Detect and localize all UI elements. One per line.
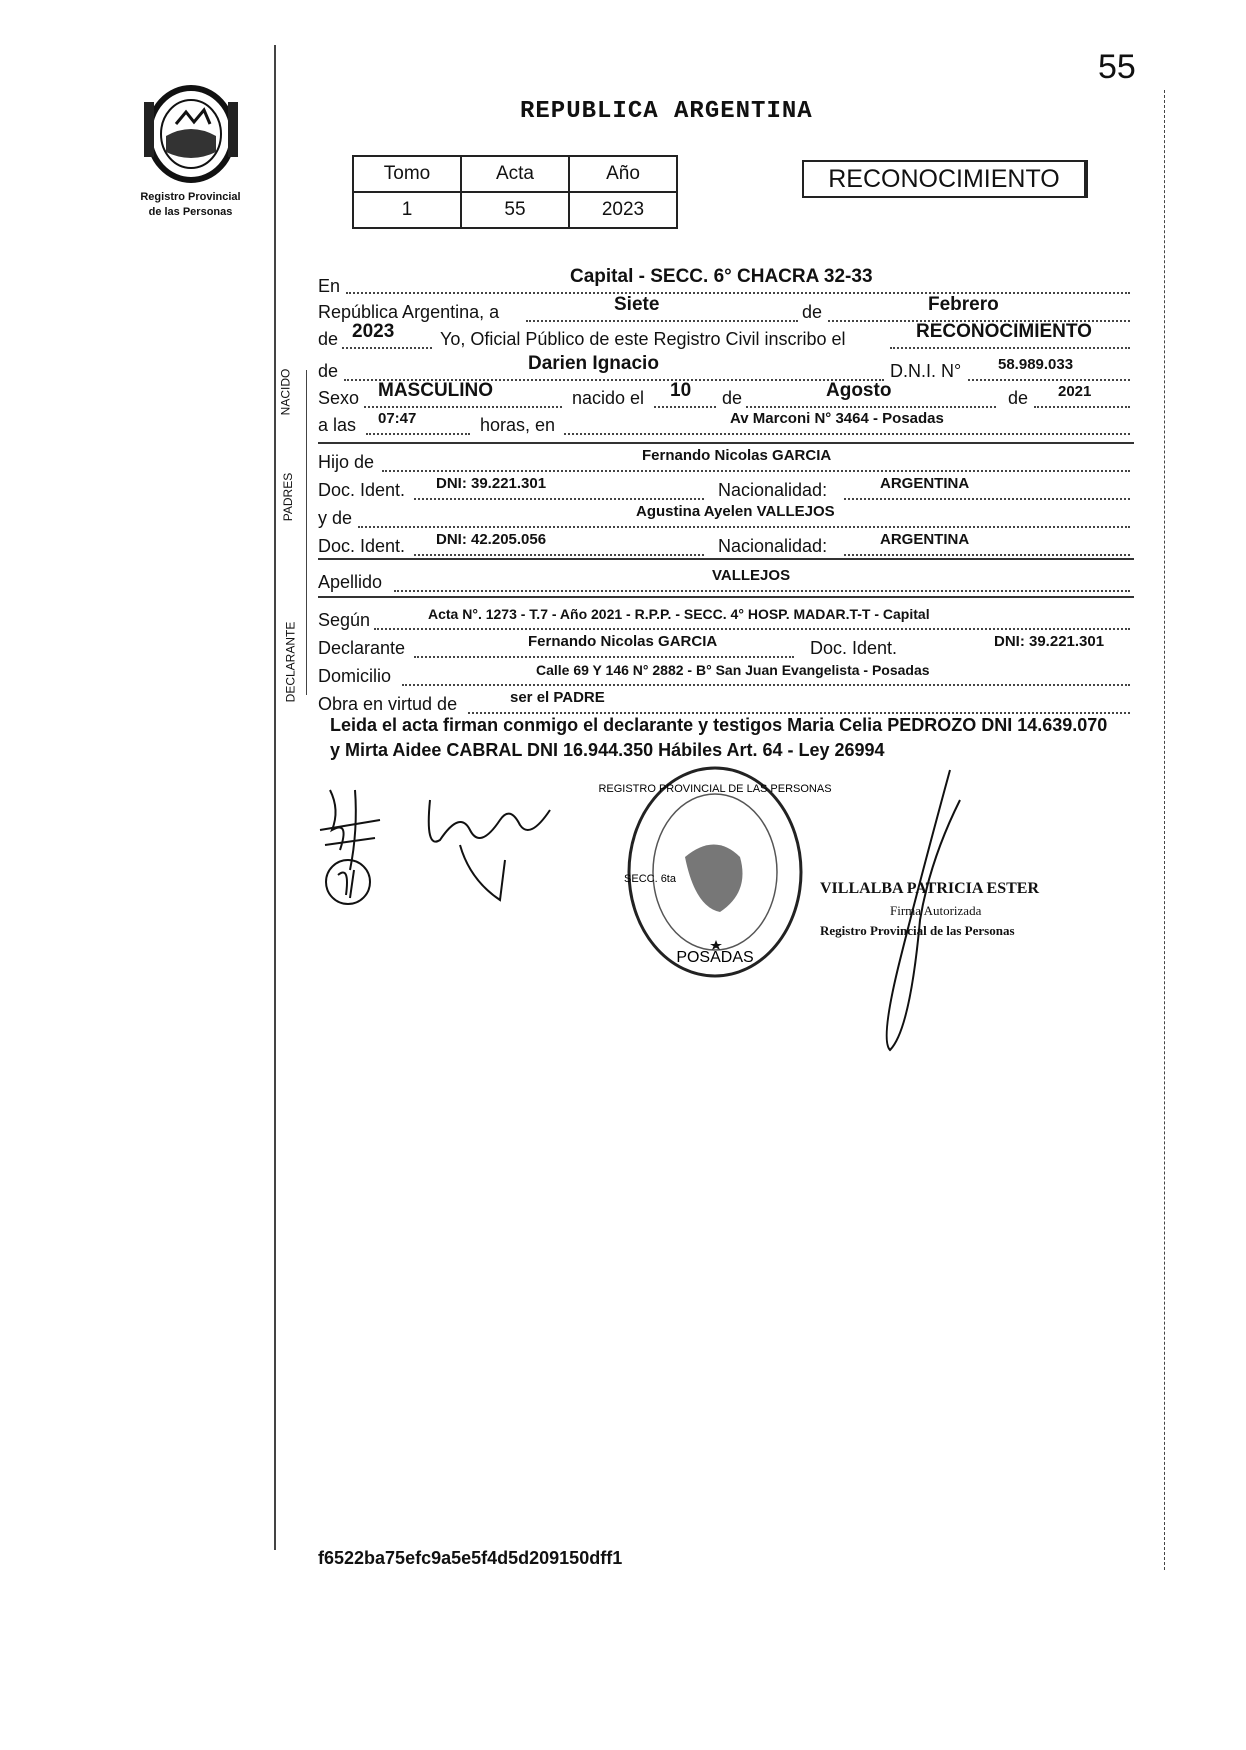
- row-padre-doc: [318, 475, 1130, 502]
- table-header: Acta: [461, 156, 569, 192]
- label-republica: República Argentina, a: [318, 302, 500, 322]
- row-lugar: [318, 266, 1130, 296]
- value-nombre: Darien Ignacio: [528, 353, 659, 374]
- row-madre-doc: [318, 531, 1130, 558]
- provincial-seal-icon: [136, 84, 246, 184]
- section-label-nacido: NACIDO: [278, 368, 293, 416]
- value-dia: Siete: [614, 294, 660, 315]
- section-divider: [318, 558, 1134, 560]
- label-en: En: [318, 276, 341, 296]
- label-y-de: y de: [318, 508, 353, 528]
- value-domicilio: Calle 69 Y 146 N° 2882 - B° San Juan Evangelista - Posadas: [536, 662, 930, 678]
- section-margin-line: [306, 370, 307, 695]
- value-tipo: RECONOCIMIENTO: [916, 321, 1092, 342]
- label-de-name: de: [318, 361, 339, 381]
- label-de-month: de: [722, 388, 743, 408]
- label-de-year: de: [1008, 388, 1029, 408]
- document-hash: f6522ba75efc9a5e5f4d5d209150dff1: [318, 1548, 623, 1568]
- label-nacionalidad: Nacionalidad:: [718, 480, 828, 500]
- label-segun: Según: [318, 610, 371, 630]
- section-divider: [318, 442, 1134, 444]
- section-label-padres: PADRES: [281, 472, 296, 522]
- label-nacionalidad-2: Nacionalidad:: [718, 536, 828, 556]
- row-anio: [318, 321, 1130, 351]
- label-doc-ident-2: Doc. Ident.: [318, 536, 406, 556]
- stamp-side-text: SECC. 6ta: [624, 873, 676, 885]
- logo-caption-1: Registro Provincial: [140, 191, 241, 203]
- registry-table: [352, 155, 678, 229]
- registry-logo: [118, 84, 263, 219]
- row-segun: [318, 608, 1130, 632]
- value-mes-nac: Agosto: [826, 380, 892, 401]
- label-sexo: Sexo: [318, 388, 360, 408]
- value-madre: Agustina Ayelen VALLEJOS: [636, 503, 835, 520]
- table-header: Año: [569, 156, 677, 192]
- stamp-text: REGISTRO PROVINCIAL DE LAS PERSONAS: [598, 783, 832, 795]
- row-hora: [318, 410, 1130, 437]
- value-dni: 58.989.033: [998, 356, 1074, 373]
- section-divider: [318, 596, 1134, 598]
- table-cell: 55: [461, 192, 569, 228]
- section-label-declarante: DECLARANTE: [283, 621, 298, 703]
- value-sexo: MASCULINO: [378, 380, 494, 401]
- value-apellido: VALLEJOS: [712, 567, 791, 584]
- value-padre-nac: ARGENTINA: [880, 475, 970, 492]
- label-doc-ident-3: Doc. Ident.: [810, 638, 898, 658]
- label-domicilio: Domicilio: [318, 666, 392, 686]
- row-sexo: [318, 380, 1130, 410]
- value-lugar-nac: Av Marconi N° 3464 - Posadas: [730, 410, 944, 427]
- page-number: 55: [1098, 48, 1136, 86]
- label-obra: Obra en virtud de: [318, 694, 458, 714]
- value-anio-nac: 2021: [1058, 383, 1092, 400]
- official-role: Firma Autorizada: [890, 903, 982, 918]
- value-declarante-doc: DNI: 39.221.301: [994, 633, 1105, 650]
- row-declarante: [318, 633, 1130, 660]
- label-apellido: Apellido: [318, 572, 383, 592]
- value-padre-doc: DNI: 39.221.301: [436, 475, 547, 492]
- left-margin-line: [274, 45, 276, 1550]
- value-dia-nac: 10: [670, 380, 692, 401]
- row-domicilio: [318, 664, 1130, 688]
- label-nacido-el: nacido el: [572, 388, 645, 408]
- label-declarante: Declarante: [318, 638, 406, 658]
- row-madre: [318, 503, 1130, 530]
- value-obra: ser el PADRE: [510, 689, 605, 706]
- label-de: de: [802, 302, 823, 322]
- value-lugar: Capital - SECC. 6° CHACRA 32-33: [570, 266, 873, 287]
- stamp-bottom-text: POSADAS: [676, 949, 754, 966]
- table-cell: 2023: [569, 192, 677, 228]
- label-hijo-de: Hijo de: [318, 452, 375, 472]
- label-doc-ident: Doc. Ident.: [318, 480, 406, 500]
- row-apellido: [318, 567, 1130, 594]
- value-declarante: Fernando Nicolas GARCIA: [528, 633, 718, 650]
- value-madre-doc: DNI: 42.205.056: [436, 531, 547, 548]
- value-hora: 07:47: [378, 410, 417, 427]
- country-heading: REPUBLICA ARGENTINA: [520, 98, 813, 125]
- label-de2: de: [318, 329, 339, 349]
- row-padre: [318, 447, 1130, 474]
- witness-signatures: [310, 770, 570, 920]
- document-type-box: RECONOCIMIENTO: [802, 160, 1088, 198]
- label-horas-en: horas, en: [480, 415, 556, 435]
- table-cell: 1: [353, 192, 461, 228]
- label-a-las: a las: [318, 415, 357, 435]
- value-mes: Febrero: [928, 294, 999, 315]
- official-stamp: [598, 762, 832, 982]
- official-name: VILLALBA PATRICIA ESTER: [820, 880, 1040, 897]
- value-anio: 2023: [352, 321, 395, 342]
- table-header: Tomo: [353, 156, 461, 192]
- value-segun: Acta N°. 1273 - T.7 - Año 2021 - R.P.P. - SECC. 4° HOSP. MADAR.T-T - Capital: [428, 606, 930, 622]
- closing-statement: Leida el acta firman conmigo el declarante y testigos Maria Celia PEDROZO DNI 14.639.070 y Mirta Aidee CABRAL DNI 16.944.350 Hábiles Art. 64 - Ley 26994: [330, 715, 1108, 760]
- label-dni: D.N.I. N°: [890, 361, 962, 381]
- fill-line: [526, 300, 798, 322]
- label-yo: Yo, Oficial Público de este Registro Civil inscribo el: [440, 329, 846, 349]
- logo-caption-2: de las Personas: [148, 206, 233, 218]
- value-padre: Fernando Nicolas GARCIA: [642, 447, 832, 464]
- value-madre-nac: ARGENTINA: [880, 531, 970, 548]
- right-margin-line: [1164, 90, 1165, 1570]
- official-office: Registro Provincial de las Personas: [820, 923, 1015, 938]
